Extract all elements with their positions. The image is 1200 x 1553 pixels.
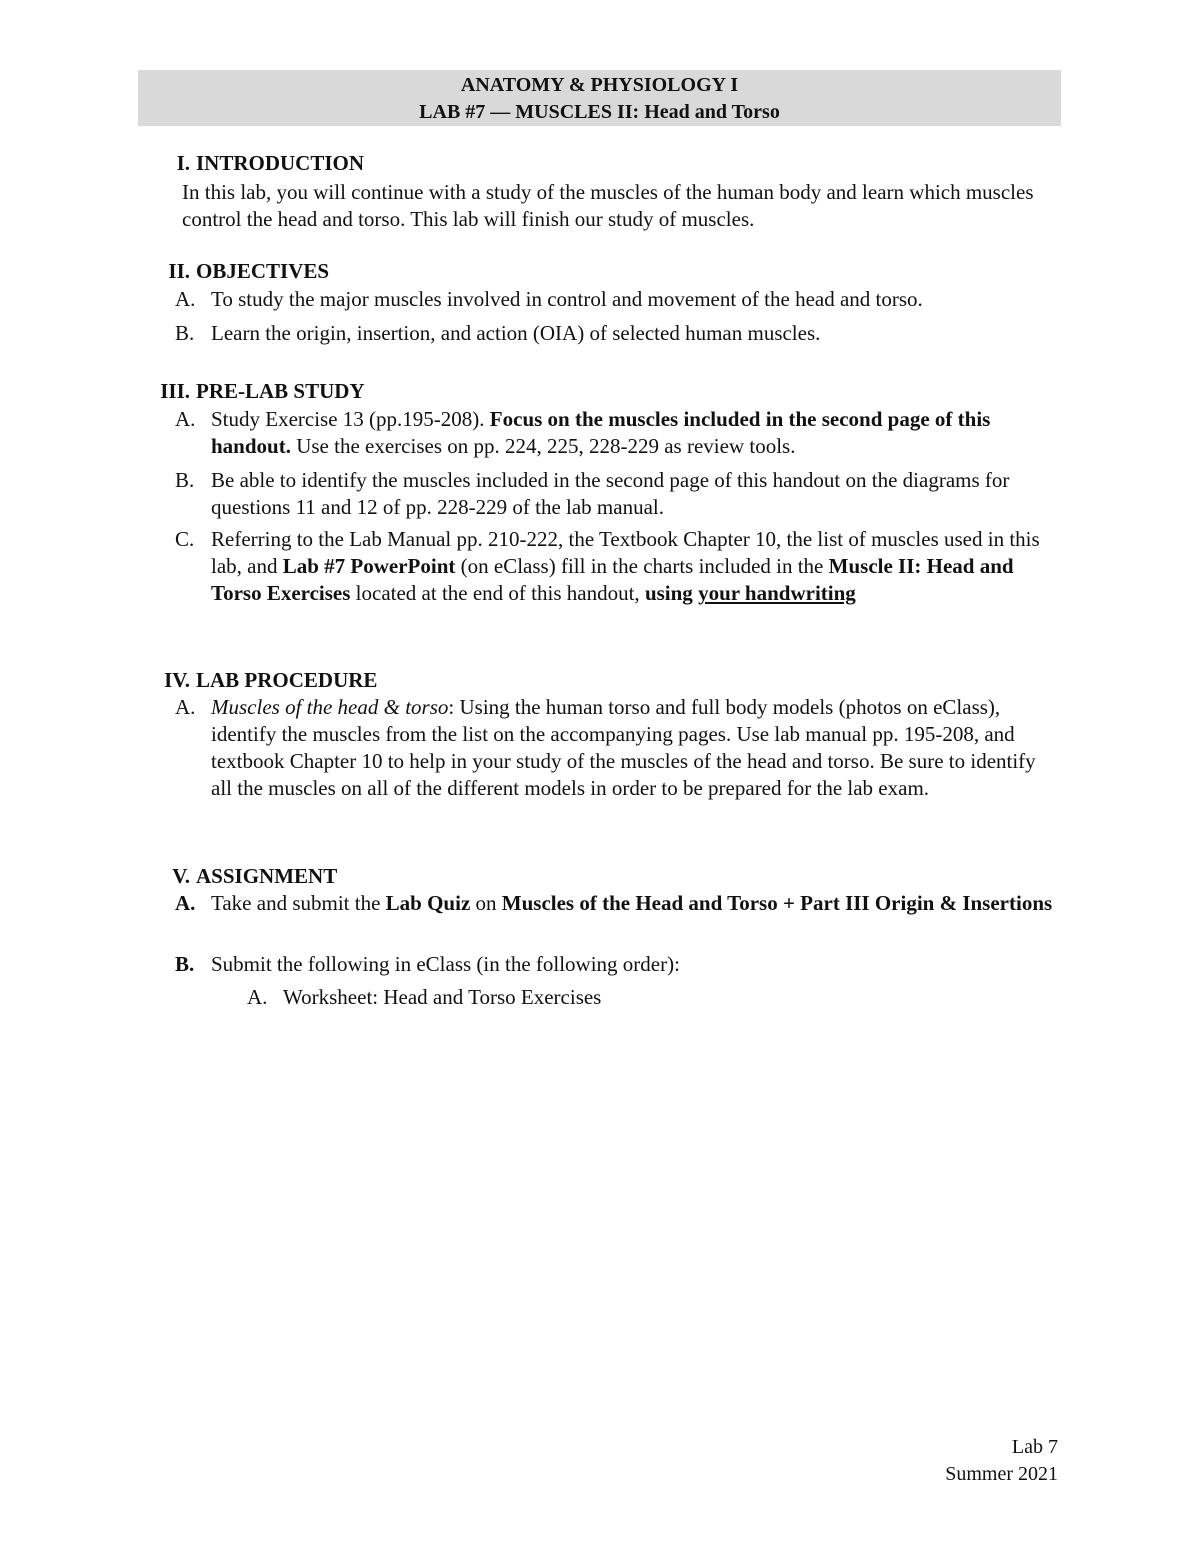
prelab-item-a: A. Study Exercise 13 (pp.195-208). Focus on the muscles included in the second page of this handout. Use the exercises on pp. 224, 225, 228-229 as review tools. xyxy=(175,407,991,458)
page-footer xyxy=(945,1434,1058,1488)
course-title: ANATOMY & PHYSIOLOGY I xyxy=(460,74,739,96)
assignment-item-a: A. Take and submit the Lab Quiz on Muscles of the Head and Torso + Part III Origin & Insertions xyxy=(175,891,1053,915)
section-heading-procedure: IV. LAB PROCEDURE xyxy=(164,668,378,692)
title-banner xyxy=(138,70,1061,126)
assignment-subitem-a: A. Worksheet: Head and Torso Exercises xyxy=(247,985,602,1009)
section-heading-assignment: V. ASSIGNMENT xyxy=(172,864,338,888)
footer-lab: Lab 7 xyxy=(1011,1436,1058,1458)
objective-b: B. Learn the origin, insertion, and action (OIA) of selected human muscles. xyxy=(175,321,821,345)
introduction-text: In this lab, you will continue with a study of the muscles of the human body and learn which muscles control the head and torso. This lab will finish our study of muscles. xyxy=(182,180,1034,231)
footer-term: Summer 2021 xyxy=(945,1463,1058,1485)
lab-title: LAB #7 — MUSCLES II: Head and Torso xyxy=(419,101,780,123)
prelab-item-b: B. Be able to identify the muscles included in the second page of this handout on the diagrams for questions 11 and 12 of pp. 228-229 of the lab manual. xyxy=(175,468,1010,519)
section-heading-introduction: I. INTRODUCTION xyxy=(176,151,365,175)
prelab-item-c: C. Referring to the Lab Manual pp. 210-222, the Textbook Chapter 10, the list of muscles used in this lab, and Lab #7 PowerPoint (on eClass) fill in the charts included in the Muscle II: Head and Torso Exercises located at the end of this handout, using your handwriting xyxy=(175,527,1040,605)
objective-a: A. To study the major muscles involved in control and movement of the head and torso. xyxy=(175,287,923,311)
section-heading-objectives: II. OBJECTIVES xyxy=(168,259,330,283)
section-heading-prelab: III. PRE-LAB STUDY xyxy=(160,379,365,403)
assignment-item-b: B. Submit the following in eClass (in the following order): xyxy=(175,952,680,976)
procedure-item-a: A. Muscles of the head & torso: Using the human torso and full body models (photos on eClass), identify the muscles from the list on the accompanying pages. Use lab manual pp. 195-208, and textbook Chapter 10 to help in your study of the muscles of the head and torso. Be sure to identify all the muscles on all of the different models in order to be prepared for the lab exam. xyxy=(175,695,1036,800)
